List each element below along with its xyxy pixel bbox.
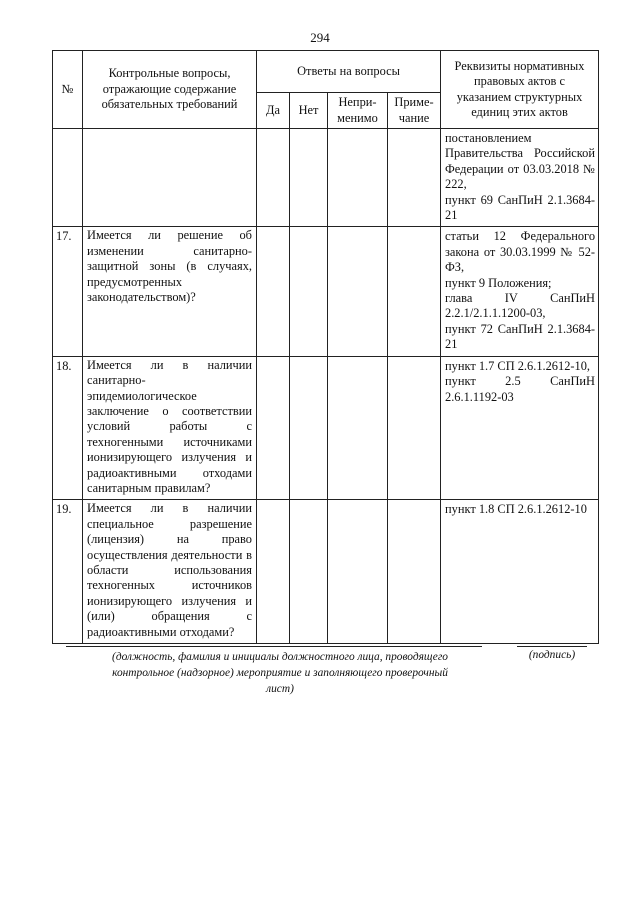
answer-not-applicable-cell[interactable] [328, 227, 388, 356]
answer-no-cell[interactable] [290, 500, 328, 644]
header-question: Контрольные вопросы, отражающие содержание обязательных требований [83, 51, 257, 129]
row-question: Имеется ли в наличии специальное разрешение (лицензия) на право осуществления деятельности в области использования техногенных источников ионизирующего излучения и (или) обращения с радиоактивными отходами? [83, 500, 257, 644]
answer-note-cell[interactable] [388, 356, 441, 500]
row-number: 18. [53, 356, 83, 500]
table-row [53, 500, 599, 644]
official-signature-line [66, 646, 482, 647]
row-number: 19. [53, 500, 83, 644]
header-number: № [53, 51, 83, 129]
header-note: Приме-чание [388, 93, 441, 129]
header-no: Нет [290, 93, 328, 129]
header-yes: Да [257, 93, 290, 129]
table-body [53, 129, 599, 644]
row-question [83, 129, 257, 227]
answer-yes-cell[interactable] [257, 227, 290, 356]
row-references: постановлением Правительства Российской Федерации от 03.03.2018 № 222, пункт 69 СанПиН 2.1.3684-21 [441, 129, 599, 227]
table-row [53, 129, 599, 227]
table-row [53, 356, 599, 500]
row-number: 17. [53, 227, 83, 356]
answer-yes-cell[interactable] [257, 356, 290, 500]
header-references: Реквизиты нормативных правовых актов с указанием структурных единиц этих актов [441, 51, 599, 129]
row-number [53, 129, 83, 227]
official-caption: (должность, фамилия и инициалы должностного лица, проводящего контрольное (надзорное) мероприятие и заполняющего проверочный лист) [112, 651, 448, 695]
answer-no-cell[interactable] [290, 227, 328, 356]
answer-yes-cell[interactable] [257, 500, 290, 644]
answer-note-cell[interactable] [388, 227, 441, 356]
answer-not-applicable-cell[interactable] [328, 129, 388, 227]
answer-no-cell[interactable] [290, 356, 328, 500]
signature-line [517, 646, 587, 647]
signature-caption: (подпись) [528, 649, 576, 661]
answer-note-cell[interactable] [388, 129, 441, 227]
row-question: Имеется ли решение об изменении санитарно-защитной зоны (в случаях, предусмотренных законодательством)? [83, 227, 257, 356]
answer-not-applicable-cell[interactable] [328, 500, 388, 644]
row-references: пункт 1.8 СП 2.6.1.2612-10 [441, 500, 599, 644]
answer-no-cell[interactable] [290, 129, 328, 227]
row-references: пункт 1.7 СП 2.6.1.2612-10, пункт 2.5 СанПиН 2.6.1.1192-03 [441, 356, 599, 500]
header-not-applicable: Непри-менимо [328, 93, 388, 129]
page-number: 294 [310, 30, 330, 45]
row-question: Имеется ли в наличии санитарно-эпидемиологическое заключение о соответствии условий работы с техногенными источниками ионизирующего излучения и радиоактивными отходами санитарным правилам? [83, 356, 257, 500]
answer-yes-cell[interactable] [257, 129, 290, 227]
row-references: статьи 12 Федерального закона от 30.03.1999 № 52-ФЗ, пункт 9 Положения; глава IV СанПиН 2.2.1/2.1.1.1200-03, пункт 72 СанПиН 2.1.3684-21 [441, 227, 599, 356]
checklist-table [52, 50, 599, 644]
answer-not-applicable-cell[interactable] [328, 356, 388, 500]
header-answers: Ответы на вопросы [257, 51, 441, 93]
answer-note-cell[interactable] [388, 500, 441, 644]
table-row [53, 227, 599, 356]
